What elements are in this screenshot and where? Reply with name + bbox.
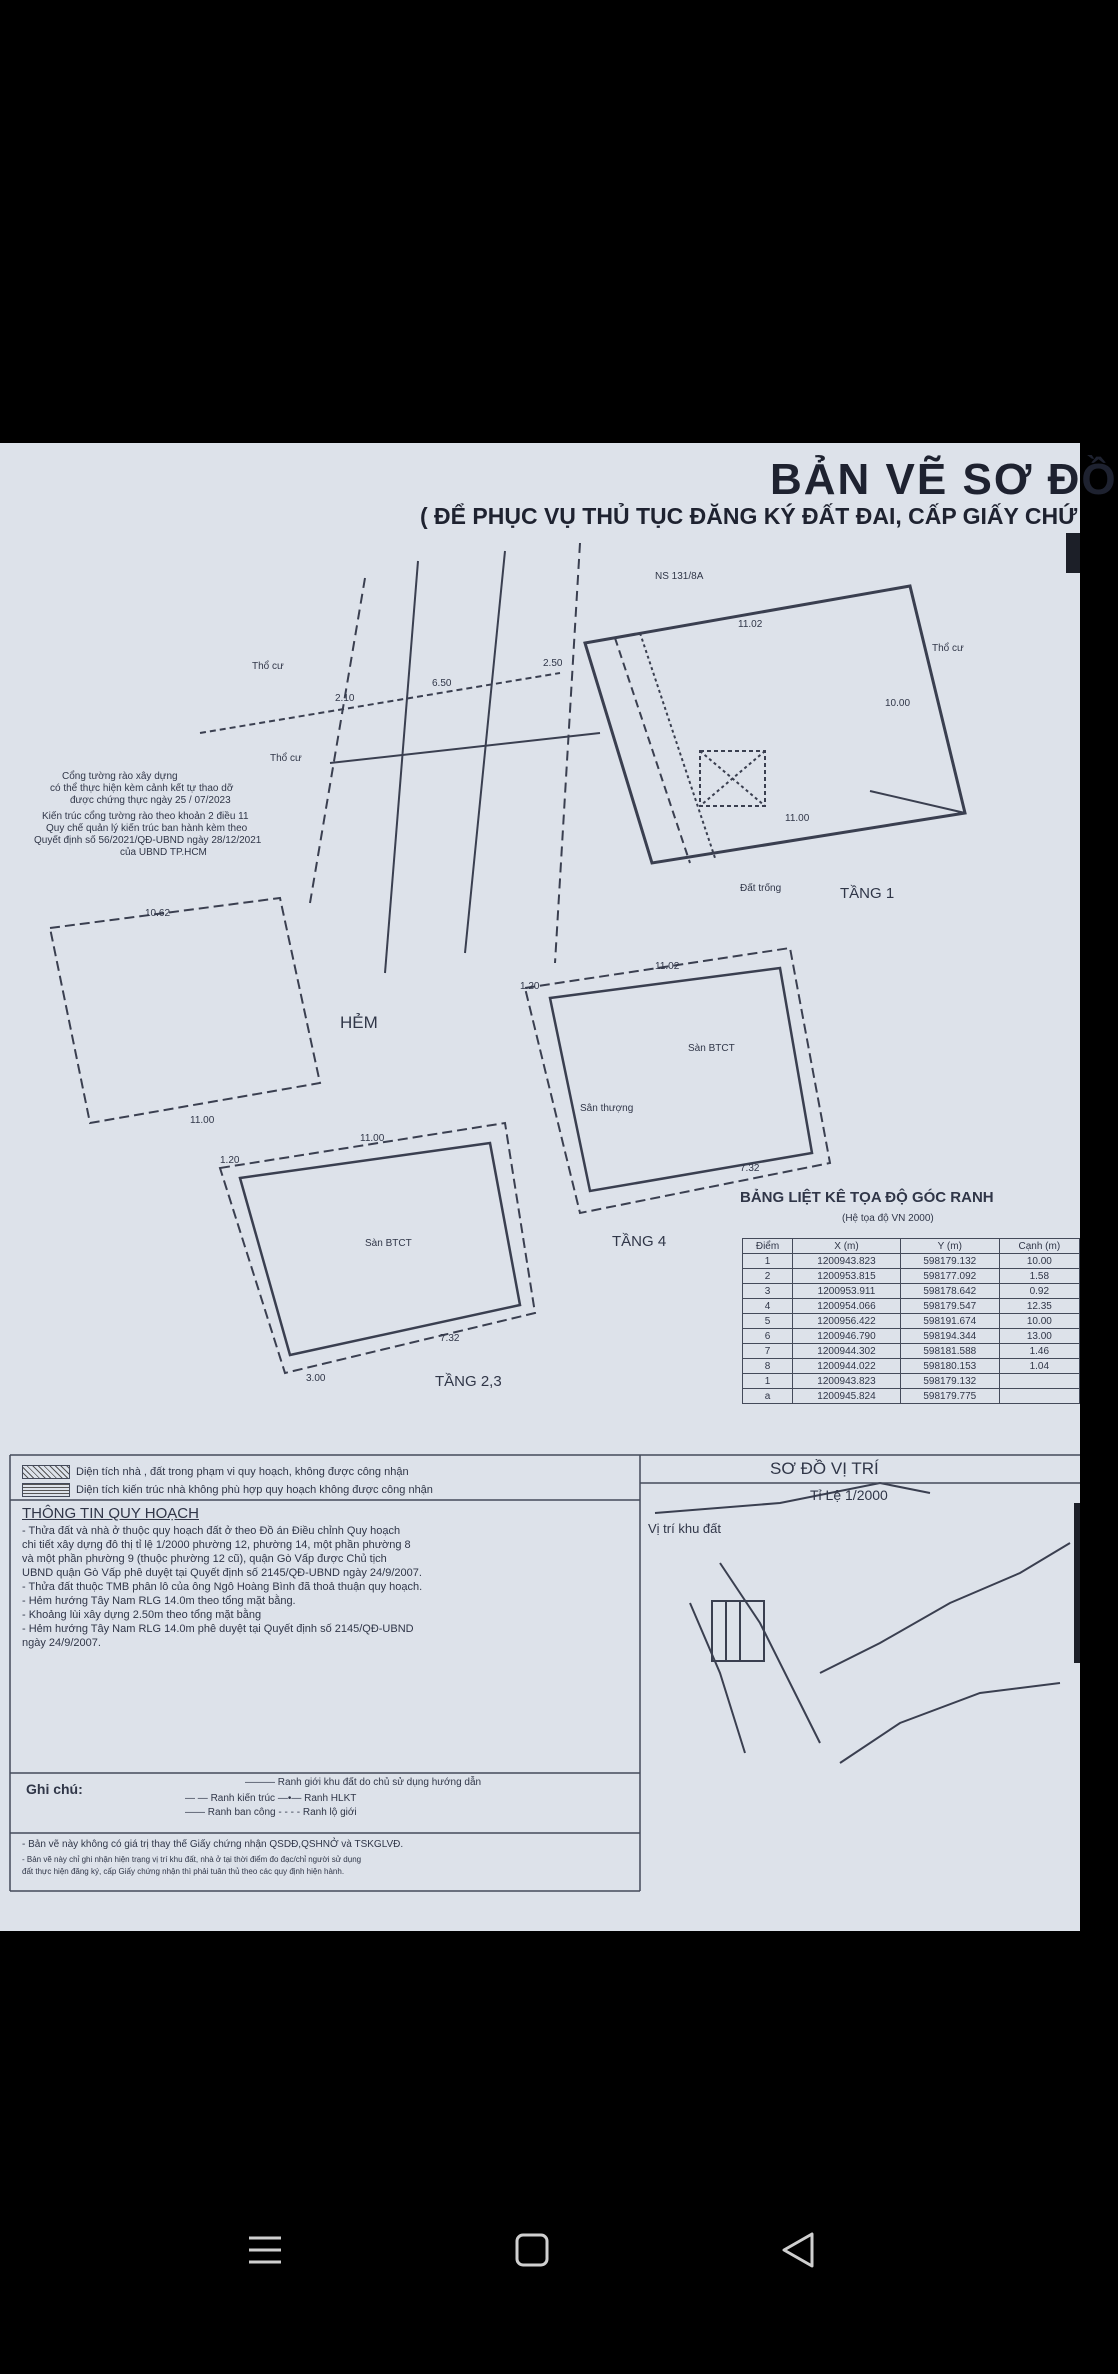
dim-1100-left: 11.00	[190, 1115, 215, 1126]
note-line-1: ——— Ranh giới khu đất do chủ sử dụng hướng dẫn	[245, 1777, 482, 1788]
note-line-2: — — Ranh kiến trúc —•— Ranh HLKT	[185, 1793, 357, 1804]
label-san-btct-t23: Sàn BTCT	[365, 1238, 412, 1249]
document-photo	[0, 443, 1118, 1931]
coords-cell: 1200944.302	[793, 1344, 901, 1359]
coords-cell: 5	[743, 1314, 793, 1329]
coords-cell	[999, 1389, 1079, 1404]
coords-cell: 598179.547	[900, 1299, 999, 1314]
site-plan-drawing	[0, 443, 1080, 1931]
coords-cell: 598179.132	[900, 1254, 999, 1269]
coords-row	[743, 1329, 1080, 1344]
square-home-icon[interactable]	[512, 2230, 552, 2270]
label-tang23: TẦNG 2,3	[435, 1373, 502, 1390]
label-tho-cu-2: Thổ cư	[932, 643, 964, 654]
footer-line-3: đất thực hiện đăng ký, cấp Giấy chứng nhận thì phải tuân thủ theo các quy định hiện hành.	[22, 1867, 345, 1876]
coords-cell: 1200945.824	[793, 1389, 901, 1404]
note-c: được chứng thực ngày 25 / 07/2023	[70, 795, 231, 806]
note-g: của UBND TP.HCM	[120, 847, 207, 858]
coords-cell: 1200953.911	[793, 1284, 901, 1299]
plot-number: NS 131/8A	[655, 571, 704, 582]
dim-250: 2.50	[543, 658, 563, 669]
dim-1102-t4: 11.02	[655, 961, 680, 972]
coords-header: Y (m)	[900, 1239, 999, 1254]
dim-120-t23: 1.20	[220, 1155, 240, 1166]
coords-cell: 6	[743, 1329, 793, 1344]
dim-210: 2.10	[335, 693, 355, 704]
coords-cell: 1.04	[999, 1359, 1079, 1374]
hatch-swatch	[22, 1465, 70, 1479]
coords-cell: 7	[743, 1344, 793, 1359]
coords-cell: 0.92	[999, 1284, 1079, 1299]
dim-732-t4: 7.32	[740, 1163, 760, 1174]
coords-row	[743, 1299, 1080, 1314]
coords-cell: a	[743, 1389, 793, 1404]
dim-top: 11.02	[738, 619, 763, 630]
coords-row	[743, 1284, 1080, 1299]
coords-cell: 598191.674	[900, 1314, 999, 1329]
coords-cell: 10.00	[999, 1254, 1079, 1269]
coords-cell: 598180.153	[900, 1359, 999, 1374]
coords-header-row	[743, 1239, 1080, 1254]
coords-cell: 1200946.790	[793, 1329, 901, 1344]
note-b: có thể thực hiện kèm cảnh kết tự thao dỡ	[50, 783, 234, 794]
note-d: Kiến trúc cổng tường rào theo khoản 2 điều 11	[42, 811, 249, 822]
coords-cell: 1200943.823	[793, 1374, 901, 1389]
dim-1100-t1: 11.00	[785, 813, 810, 824]
location-title: SƠ ĐỒ VỊ TRÍ	[770, 1459, 879, 1478]
planning-line: - Thửa đất thuộc TMB phân lô của ông Ngô Hoàng Bình đã thoả thuận quy hoạch.	[22, 1581, 423, 1593]
coords-row	[743, 1374, 1080, 1389]
coords-cell: 1	[743, 1254, 793, 1269]
coords-cell: 12.35	[999, 1299, 1079, 1314]
planning-line: - Khoảng lùi xây dựng 2.50m theo tổng mặt bằng	[22, 1609, 262, 1621]
notes-label: Ghi chú:	[26, 1781, 83, 1797]
coords-cell: 10.00	[999, 1314, 1079, 1329]
coords-cell: 1200944.022	[793, 1359, 901, 1374]
coords-cell: 4	[743, 1299, 793, 1314]
coords-cell: 1200954.066	[793, 1299, 901, 1314]
planning-line: và một phần phường 9 (thuộc phường 12 cũ), quận Gò Vấp được Chủ tịch	[22, 1553, 387, 1565]
coords-row	[743, 1344, 1080, 1359]
note-a: Cổng tường rào xây dựng	[62, 771, 178, 782]
note-f: Quyết định số 56/2021/QĐ-UBND ngày 28/12/2021	[34, 835, 262, 846]
coords-cell: 1	[743, 1374, 793, 1389]
legend-item-1	[22, 1465, 409, 1479]
dim-1062: 10.62	[145, 908, 171, 919]
edge-shadow	[1074, 1503, 1080, 1663]
coords-header: X (m)	[793, 1239, 901, 1254]
note-text-1: Ranh giới khu đất do chủ sử dụng hướng dẫn	[277, 1777, 482, 1788]
coords-row	[743, 1389, 1080, 1404]
label-tho-cu-3: Thổ cư	[270, 753, 302, 764]
dim-732-t23: 7.32	[440, 1333, 460, 1344]
planning-title: THÔNG TIN QUY HOẠCH	[22, 1505, 199, 1522]
label-tang4: TẦNG 4	[612, 1233, 667, 1250]
coords-cell: 598181.588	[900, 1344, 999, 1359]
doc-title: BẢN VẼ SƠ ĐỒ	[770, 455, 1118, 504]
coords-cell: 1200956.422	[793, 1314, 901, 1329]
doc-subtitle: ( ĐỂ PHỤC VỤ THỦ TỤC ĐĂNG KÝ ĐẤT ĐAI, CẤP GIẤY CHỨ	[420, 503, 1078, 529]
coords-cell: 598179.132	[900, 1374, 999, 1389]
coords-header: Cạnh (m)	[999, 1239, 1079, 1254]
coords-row	[743, 1254, 1080, 1269]
planning-line: ngày 24/9/2007.	[22, 1637, 101, 1649]
planning-line: UBND quận Gò Vấp phê duyệt tại Quyết định số 2145/QĐ-UBND ngày 24/9/2007.	[22, 1567, 422, 1579]
legend-text-1: Diện tích nhà , đất trong phạm vi quy hoạch, không được công nhận	[76, 1465, 409, 1478]
coords-cell: 598179.775	[900, 1389, 999, 1404]
label-san-thuong: Sân thượng	[580, 1103, 634, 1114]
dim-120-t4: 1.20	[520, 981, 540, 992]
coords-cell: 13.00	[999, 1329, 1079, 1344]
note-line-3: —— Ranh ban công - - - - Ranh lộ giới	[185, 1807, 357, 1818]
coords-title: BẢNG LIỆT KÊ TỌA ĐỘ GÓC RANH	[740, 1189, 994, 1206]
coords-cell: 598194.344	[900, 1329, 999, 1344]
coords-cell: 8	[743, 1359, 793, 1374]
coords-cell	[999, 1374, 1079, 1389]
note-e: Quy chế quản lý kiến trúc ban hành kèm theo	[46, 823, 248, 834]
dim-300: 3.00	[306, 1373, 326, 1384]
label-san-btct-t4: Sàn BTCT	[688, 1043, 735, 1054]
dim-650: 6.50	[432, 678, 452, 689]
note-text-2: Ranh kiến trúc	[210, 1793, 276, 1804]
note-text-4: Ranh ban công	[207, 1807, 276, 1818]
coords-cell: 1.46	[999, 1344, 1079, 1359]
planning-line: - Hẻm hướng Tây Nam RLG 14.0m theo tổng mặt bằng.	[22, 1595, 296, 1607]
coords-cell: 2	[743, 1269, 793, 1284]
coords-cell: 1200953.815	[793, 1269, 901, 1284]
coords-row	[743, 1314, 1080, 1329]
note-text-5: Ranh lộ giới	[302, 1807, 357, 1818]
location-scale: Tỉ Lệ 1/2000	[810, 1487, 888, 1503]
coords-cell: 3	[743, 1284, 793, 1299]
planning-line: chi tiết xây dựng đô thị tỉ lệ 1/2000 phường 12, phường 14, một phần phường 8	[22, 1539, 411, 1551]
menu-lines-icon[interactable]	[245, 2230, 285, 2270]
legend-item-2	[22, 1483, 433, 1497]
note-text-3: Ranh HLKT	[304, 1793, 357, 1804]
navigation-bar	[0, 2190, 1080, 2310]
footer-line-2: - Bản vẽ này chỉ ghi nhận hiện trạng vị trí khu đất, nhà ở tại thời điểm đo đạc/chỉ người sử dụng	[22, 1855, 362, 1864]
label-dat-trong: Đất trống	[740, 883, 782, 894]
triangle-back-icon[interactable]	[778, 2230, 818, 2270]
planning-line: - Thửa đất và nhà ở thuộc quy hoạch đất ở theo Đồ án Điều chỉnh Quy hoạch	[22, 1525, 401, 1537]
coords-cell: 1200943.823	[793, 1254, 901, 1269]
legend-text-2: Diện tích kiến trúc nhà không phù hợp quy hoạch không được công nhận	[76, 1483, 433, 1496]
location-site-label: Vị trí khu đất	[648, 1521, 721, 1536]
coords-header: Điểm	[743, 1239, 793, 1254]
coords-cell: 598178.642	[900, 1284, 999, 1299]
coords-subtitle: (Hệ tọa độ VN 2000)	[842, 1213, 934, 1224]
planning-line: - Hẻm hướng Tây Nam RLG 14.0m phê duyệt tại Quyết định số 2145/QĐ-UBND	[22, 1623, 414, 1635]
dim-1100-t23: 11.00	[360, 1133, 385, 1144]
coords-cell: 598177.092	[900, 1269, 999, 1284]
coords-cell: 1.58	[999, 1269, 1079, 1284]
edge-shadow	[1066, 533, 1080, 573]
dim-1000: 10.00	[885, 698, 911, 709]
hatch-swatch	[22, 1483, 70, 1497]
label-ham: HẺM	[340, 1013, 378, 1032]
label-tho-cu-1: Thổ cư	[252, 661, 284, 672]
coords-table	[742, 1238, 1080, 1404]
coords-row	[743, 1359, 1080, 1374]
label-tang1: TẦNG 1	[840, 885, 895, 902]
footer-line-1: - Bản vẽ này không có giá trị thay thế Giấy chứng nhận QSDĐ,QSHNỞ và TSKGLVĐ.	[22, 1839, 404, 1850]
coords-row	[743, 1269, 1080, 1284]
